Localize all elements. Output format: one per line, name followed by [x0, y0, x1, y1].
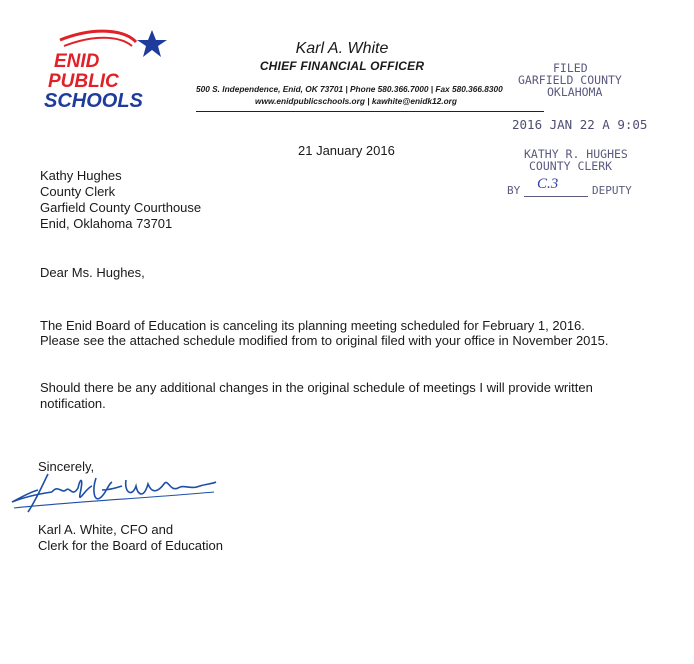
stamp-by-label: BY: [507, 184, 521, 197]
stamp-initials: C.3: [537, 176, 559, 192]
paragraph-2-line: notification.: [40, 396, 106, 411]
stamp-clerk-title: COUNTY CLERK: [529, 159, 613, 173]
stamp-datetime: 2016 JAN 22 A 9:05: [512, 117, 648, 132]
logo-line-public: PUBLIC: [48, 71, 119, 92]
recipient-line: Enid, Oklahoma 73701: [40, 216, 173, 231]
stamp-deputy-label: DEPUTY: [592, 184, 632, 197]
letterhead-title: CHIEF FINANCIAL OFFICER: [259, 59, 425, 73]
paragraph-1-line: The Enid Board of Education is canceling its planning meeting scheduled for February 1, 2016.: [40, 318, 585, 333]
stamp-county: GARFIELD COUNTY: [518, 73, 622, 87]
paragraph-2-line: Should there be any additional changes in the original schedule of meetings I will provide written: [40, 380, 593, 395]
signer-role: Clerk for the Board of Education: [38, 538, 223, 553]
stamp-filed: FILED: [553, 61, 588, 75]
signer-name: Karl A. White, CFO and: [38, 522, 174, 537]
logo-line-enid: ENID: [54, 51, 100, 72]
enid-public-schools-logo: [40, 28, 170, 112]
paragraph-1-line: Please see the attached schedule modified from to original filed with your office in November 2015.: [40, 333, 609, 348]
letter-date: 21 January 2016: [298, 143, 395, 158]
recipient-line: Garfield County Courthouse: [40, 200, 202, 215]
closing: Sincerely,: [38, 459, 95, 474]
letterhead-divider: [196, 111, 544, 112]
greeting: Dear Ms. Hughes,: [40, 265, 145, 280]
recipient-line: County Clerk: [40, 184, 116, 199]
stamp-clerk-name: KATHY R. HUGHES: [524, 147, 628, 161]
letterhead-web: www.enidpublicschools.org | kawhite@enidk12.org: [255, 96, 457, 106]
recipient-line: Kathy Hughes: [40, 168, 122, 183]
letterhead-address: 500 S. Independence, Enid, OK 73701 | Phone 580.366.7000 | Fax 580.366.8300: [196, 84, 503, 94]
star-icon: [137, 30, 167, 57]
letterhead-name: Karl A. White: [295, 40, 389, 57]
stamp-signature-line: [524, 196, 588, 197]
stamp-state: OKLAHOMA: [547, 85, 603, 99]
logo-line-schools: SCHOOLS: [44, 90, 143, 112]
handwritten-signature: [8, 468, 218, 516]
